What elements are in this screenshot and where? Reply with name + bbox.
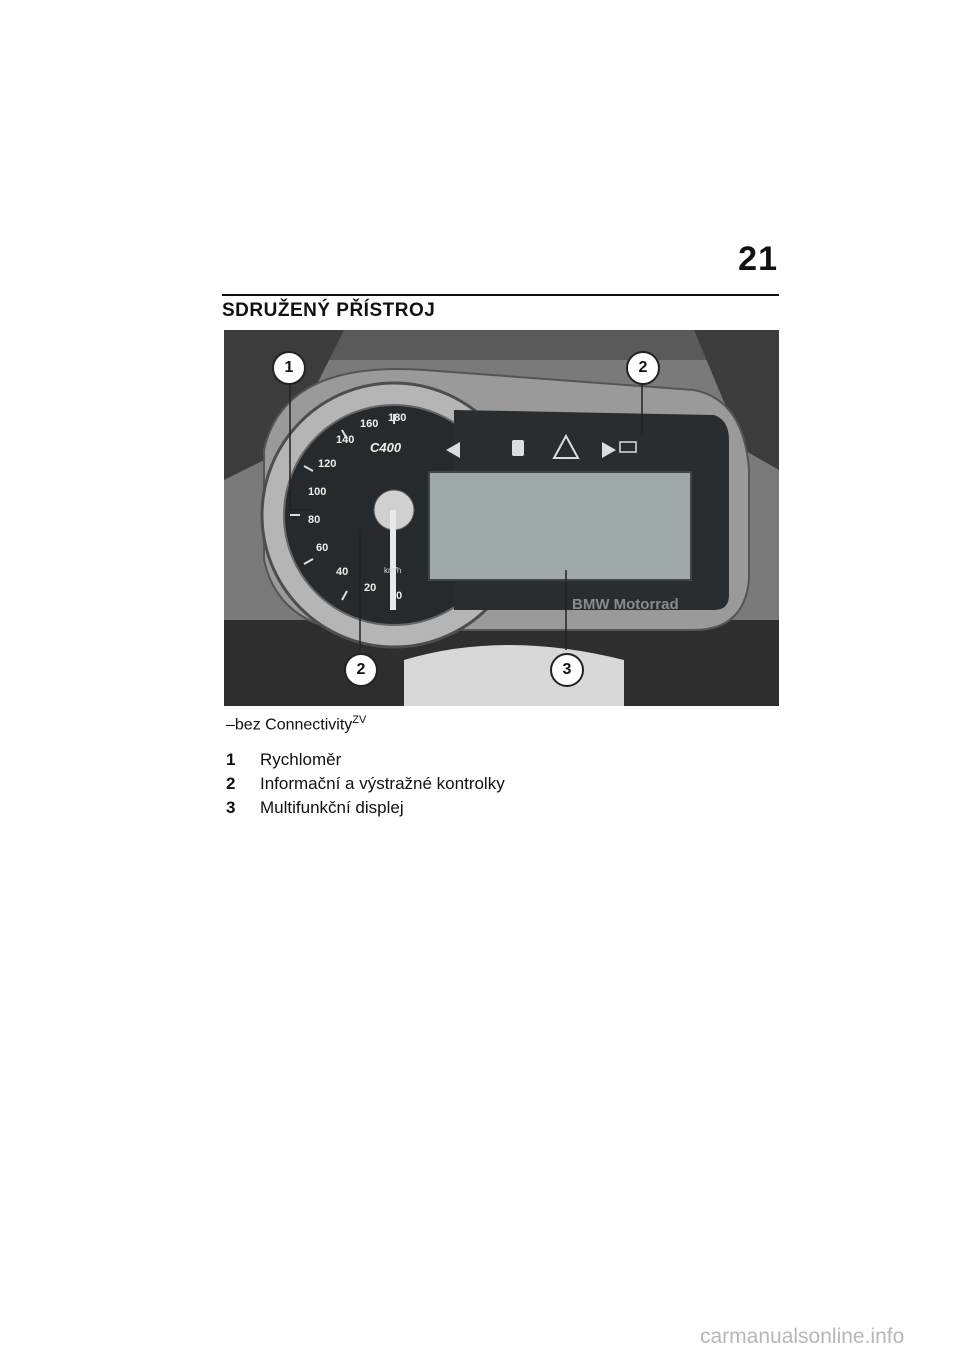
legend-text: Rychloměr xyxy=(260,750,342,769)
speed-tick-label: 100 xyxy=(308,486,327,498)
legend-item xyxy=(226,796,526,820)
callout-1: 1 xyxy=(272,351,306,385)
brand-text: BMW Motorrad xyxy=(572,596,679,613)
legend-number: 1 xyxy=(226,750,236,769)
speed-tick-label: 80 xyxy=(308,514,321,526)
header-rule xyxy=(222,294,779,296)
speed-tick-label: 60 xyxy=(316,542,329,554)
speed-tick-label: 0 xyxy=(396,590,403,602)
legend-text: Informační a výstražné kontrolky xyxy=(260,774,505,793)
caption-text: –bez Connectivity xyxy=(226,716,353,734)
speed-tick-label: 180 xyxy=(388,412,407,424)
legend-number: 3 xyxy=(226,798,236,817)
figure-caption xyxy=(226,714,366,734)
speed-tick-label: 120 xyxy=(318,458,337,470)
model-logo: C400 xyxy=(370,440,402,455)
callout-2-bottom: 2 xyxy=(344,653,378,687)
legend-item xyxy=(226,772,526,796)
callout-3: 3 xyxy=(550,653,584,687)
speed-tick-label: 40 xyxy=(336,566,349,578)
unit-label: km/h xyxy=(384,566,402,575)
instrument-cluster-photo xyxy=(224,330,779,706)
speed-tick-label: 160 xyxy=(360,418,379,430)
figure-legend xyxy=(226,748,526,820)
legend-number: 2 xyxy=(226,774,236,793)
multifunction-display xyxy=(429,472,691,580)
speed-tick-label: 140 xyxy=(336,434,355,446)
watermark: carmanualsonline.info xyxy=(700,1325,905,1348)
page-number: 21 xyxy=(738,240,778,278)
legend-text: Multifunkční displej xyxy=(260,798,404,817)
legend-item xyxy=(226,748,526,772)
caption-sup: ZV xyxy=(352,714,367,726)
callout-2-top: 2 xyxy=(626,351,660,385)
speed-tick-label: 20 xyxy=(364,582,377,594)
section-title: SDRUŽENÝ PŘÍSTROJ xyxy=(222,300,436,321)
